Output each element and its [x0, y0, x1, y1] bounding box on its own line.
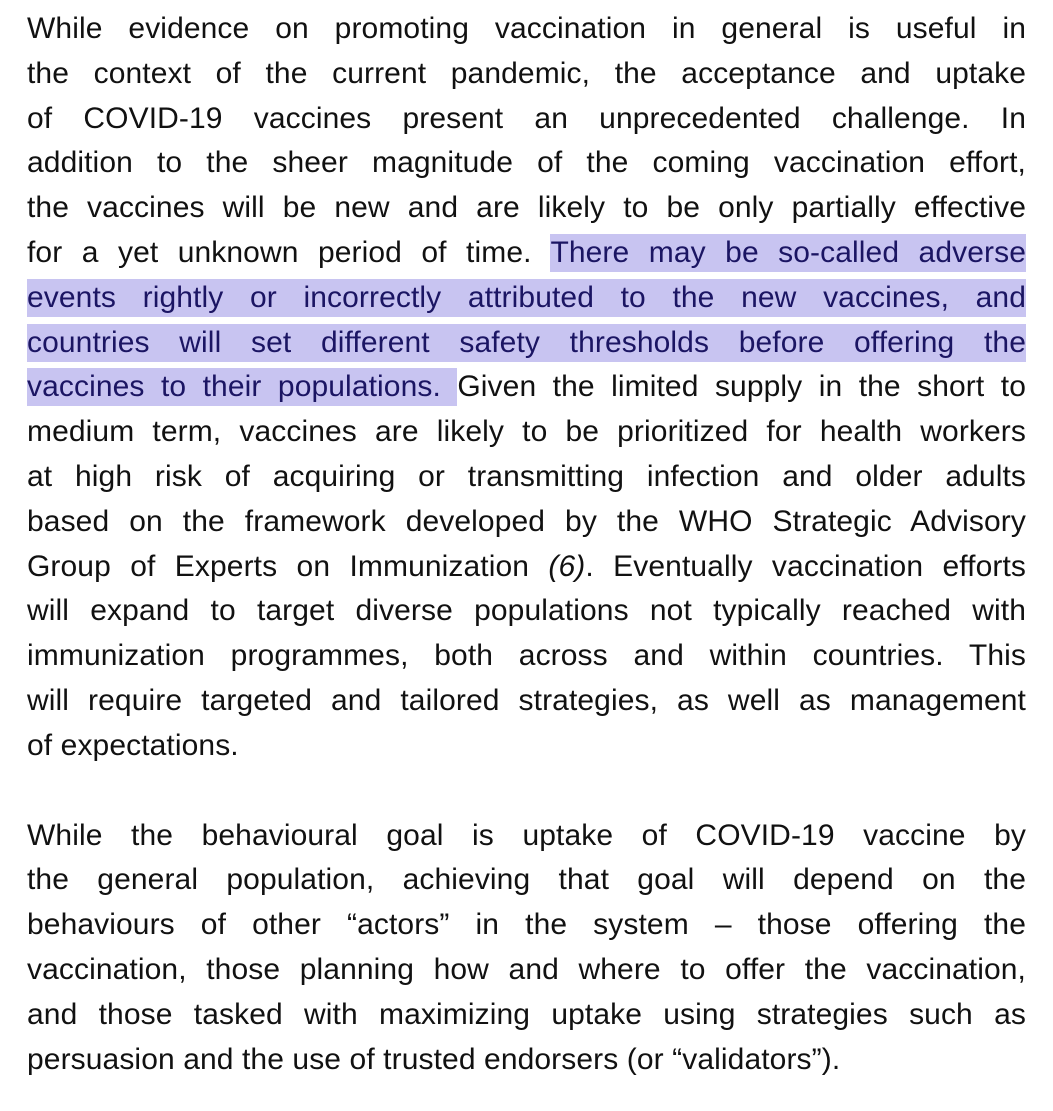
text-segment: . Eventually vaccination efforts — [585, 549, 1026, 583]
text-segment: While the behavioural goal is uptake of COVID-19 vaccine by — [27, 818, 1026, 852]
text-segment: the vaccines will be new and are likely to be only partially effective — [27, 191, 1026, 225]
text-segment: (6) — [548, 549, 586, 583]
text-segment: vaccination, those planning how and where to offer the vaccination, — [27, 952, 1026, 986]
text-segment: will require targeted and tailored strategies, as well as management — [27, 683, 1026, 717]
text-line — [27, 500, 1026, 545]
paragraph — [27, 814, 1026, 1083]
text-segment: the general population, achieving that goal will depend on the — [27, 863, 1026, 897]
text-segment: the context of the current pandemic, the acceptance and uptake — [27, 56, 1026, 90]
highlighted-text: events rightly or incorrectly attributed to the new vaccines, and — [27, 279, 1026, 317]
text-line — [27, 948, 1026, 993]
text-segment: While evidence on promoting vaccination in general is useful in — [27, 12, 1026, 45]
document-text — [27, 7, 1026, 1082]
text-line — [27, 724, 1026, 769]
text-segment: addition to the sheer magnitude of the coming vaccination effort, — [27, 146, 1026, 180]
text-segment: based on the framework developed by the WHO Strategic Advisory — [27, 504, 1026, 538]
text-line — [27, 814, 1026, 859]
text-line — [27, 7, 1026, 52]
text-line — [27, 589, 1026, 634]
text-line — [27, 141, 1026, 186]
text-line — [27, 410, 1026, 455]
text-line — [27, 858, 1026, 903]
highlighted-text: countries will set different safety thresholds before offering the — [27, 324, 1026, 362]
text-line — [27, 679, 1026, 724]
text-line — [27, 97, 1026, 142]
text-line — [27, 365, 1026, 410]
highlighted-text: vaccines to their populations. — [27, 368, 457, 406]
paragraph — [27, 7, 1026, 769]
text-segment: immunization programmes, both across and within countries. This — [27, 639, 1026, 673]
text-segment: behaviours of other “actors” in the system – those offering the — [27, 908, 1026, 942]
text-segment: Given the limited supply in the short to — [457, 370, 1026, 404]
text-segment: for a yet unknown period of time. — [27, 235, 551, 269]
text-line — [27, 321, 1026, 366]
highlighted-text: There may be so-called adverse — [550, 234, 1026, 272]
text-line — [27, 634, 1026, 679]
text-segment: of expectations. — [27, 728, 239, 762]
text-segment: of COVID-19 vaccines present an unprecedented challenge. In — [27, 101, 1026, 135]
text-segment: will expand to target diverse populations not typically reached with — [27, 594, 1026, 628]
text-segment: and those tasked with maximizing uptake using strategies such as — [27, 997, 1026, 1031]
text-line — [27, 186, 1026, 231]
text-segment: at high risk of acquiring or transmitting infection and older adults — [27, 459, 1026, 493]
text-line — [27, 455, 1026, 500]
text-line — [27, 276, 1026, 321]
text-segment: Group of Experts on Immunization — [27, 549, 549, 583]
text-line — [27, 231, 1026, 276]
text-line — [27, 52, 1026, 97]
text-line — [27, 545, 1026, 590]
text-segment: persuasion and the use of trusted endorsers (or “validators”). — [27, 1042, 841, 1076]
text-line — [27, 993, 1026, 1038]
text-segment: medium term, vaccines are likely to be prioritized for health workers — [27, 415, 1026, 449]
text-line — [27, 903, 1026, 948]
text-line — [27, 1038, 1026, 1083]
